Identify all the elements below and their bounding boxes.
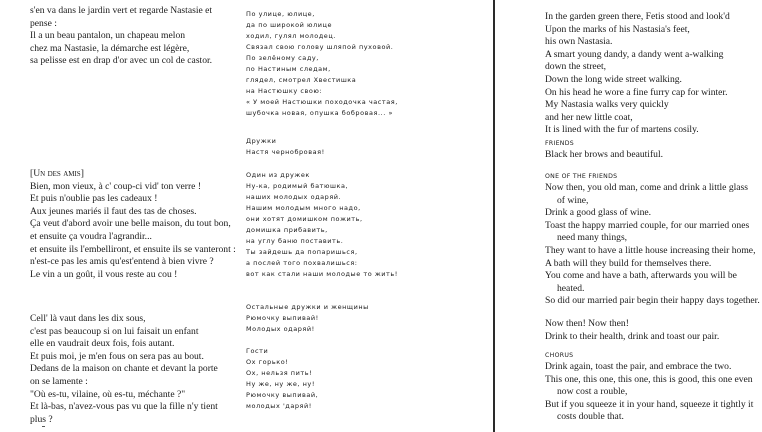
verse-line: and her new little coat,: [545, 111, 633, 123]
russian-stanza-1: [246, 9, 466, 119]
verse-line: они хотят домишком пожить,: [246, 215, 363, 223]
verse-line: Now then, you old man, come and drink a little glass: [545, 182, 749, 193]
verse-line: По зелёному саду,: [246, 54, 319, 62]
verse-line: et ensuite ça voudra l'agrandir...: [30, 230, 152, 242]
verse-line: Upon the marks of his Nastasia's feet,: [545, 23, 690, 35]
russian-stanza-5: [246, 346, 466, 412]
verse-line: Рюмочку выпивай,: [246, 391, 319, 399]
english-stanza-5-lines: [545, 361, 762, 424]
russian-speaker-heading: Остальные дружки и женщины: [246, 303, 369, 311]
verse-line: Et puis n'oublie pas les cadeaux !: [30, 193, 158, 205]
verse-line: на Настюшку свою:: [246, 87, 323, 95]
verse-line: Down the long wide street walking.: [545, 73, 682, 85]
verse-line: Рюмочку выпивай!: [246, 314, 319, 322]
verse-line: Toast the happy married couple, for our married ones: [545, 219, 750, 231]
verse-line: In the garden green there, Fetis stood and look'd: [545, 11, 730, 22]
verse-line: of wine,: [557, 194, 589, 206]
french-stanza-1: [30, 5, 250, 68]
russian-stanza-2: [246, 136, 466, 158]
verse-line: et ensuite ils l'embelliront, et ensuite ils se vanteront :: [30, 243, 236, 255]
french-stanza-3: [30, 313, 255, 426]
verse-line: A smart young dandy, a dandy went a-walking: [545, 48, 724, 60]
verse-line: Bien, mon vieux, à c' coup-ci vid' ton verre !: [30, 180, 202, 192]
verse-line: Настя чернобровая!: [246, 148, 325, 156]
verse-line: chez ma Nastasie, la démarche est légère,: [30, 42, 190, 54]
verse-line: plus ?: [30, 413, 53, 425]
verse-line: My Nastasia walks very quickly: [545, 99, 669, 111]
verse-line: ходил, гулял молодец.: [246, 32, 336, 40]
verse-line: Ну-ка, родимый батюшка,: [246, 182, 349, 190]
verse-line: Black her brows and beautiful.: [545, 149, 664, 160]
verse-line: глядел, смотрел Хвестишка: [246, 76, 357, 84]
verse-line: Ну же, ну же, ну!: [246, 380, 315, 388]
verse-line: Drink to their health, drink and toast our pair.: [545, 330, 720, 342]
verse-line: шубочка новая, опушка бобровая... »: [246, 109, 393, 117]
english-stanza-4: [545, 318, 760, 343]
english-speaker-heading: CHORUS: [545, 352, 574, 359]
verse-line: You come and have a bath, afterwards you will be: [545, 270, 737, 282]
verse-line: « У моей Настюшки походочка частая,: [246, 98, 398, 106]
verse-line: Ох горько!: [246, 358, 289, 366]
verse-line: молодых 'даряй!: [246, 402, 312, 410]
verse-line: costs double that.: [557, 411, 624, 423]
verse-line: наших молодых одаряй.: [246, 193, 342, 201]
verse-line: домишка прибавить,: [246, 226, 328, 234]
french-speaker-heading: [Un des amis]: [30, 168, 84, 179]
english-speaker-heading: ONE OF THE FRIENDS: [545, 173, 618, 180]
russian-stanza-4-lines: [246, 313, 466, 335]
verse-line: c'est pas beaucoup si on lui faisait un enfant: [30, 325, 199, 337]
russian-stanza-4: [246, 302, 466, 335]
english-stanza-2-lines: [545, 149, 760, 162]
russian-stanza-5-lines: [246, 357, 466, 412]
french-stanza-2-lines: [30, 181, 255, 282]
verse-line: "Où es-tu, vilaine, où es-tu, méchante ?": [30, 388, 186, 400]
verse-line: n'est-ce pas les amis qu'est'entend à bien vivre ?: [30, 256, 214, 268]
verse-line: This one, this one, this one, this is good, this one even: [545, 373, 753, 385]
verse-line: down the street,: [545, 61, 607, 73]
verse-line: On his head he wore a fine furry cap for winter.: [545, 86, 728, 98]
russian-speaker-heading: Один из дружек: [246, 171, 310, 179]
english-stanza-1: [545, 11, 760, 137]
verse-line: а послей того похвалишься:: [246, 259, 358, 267]
verse-line: So did our married pair begin their happy days together.: [545, 295, 760, 307]
verse-line: They want to have a little house increasing their home,: [545, 244, 756, 256]
verse-line: Et là-bas, n'avez-vous pas vu que la fille n'y tient: [30, 401, 218, 413]
english-stanza-3-lines: [545, 182, 762, 308]
english-stanza-3: [545, 171, 762, 308]
verse-line: Now then! Now then!: [545, 318, 629, 329]
russian-stanza-3-lines: [246, 181, 476, 280]
verse-line: need many things,: [557, 232, 628, 244]
verse-line: pense :: [30, 17, 57, 29]
verse-line: Молодых одаряй!: [246, 325, 315, 333]
russian-speaker-heading: Дружки: [246, 137, 277, 145]
verse-line: sa pelisse est en drap d'or avec un col de castor.: [30, 55, 213, 67]
verse-line: Il a un beau pantalon, un chapeau melon: [30, 30, 186, 42]
english-stanza-5: [545, 350, 762, 424]
english-stanza-2: [545, 138, 760, 162]
verse-line: elle en vaudrait deux fois, fois autant.: [30, 338, 175, 350]
page-mark: [42, 426, 45, 427]
verse-line: Le vin a un goût, il vous reste au cou !: [30, 268, 178, 280]
verse-line: now cost a rouble,: [557, 386, 628, 398]
verse-line: вот как стали наши молодые то жить!: [246, 270, 398, 278]
english-speaker-heading: FRIENDS: [545, 140, 575, 147]
verse-line: It is lined with the fur of martens cosily.: [545, 124, 699, 136]
verse-line: Drink a good glass of wine.: [545, 207, 652, 219]
verse-line: на углу баню поставить.: [246, 237, 344, 245]
verse-line: Ох, нельзя пить!: [246, 369, 313, 377]
french-stanza-2: [30, 168, 255, 281]
verse-line: Нашим молодым много надо,: [246, 204, 361, 212]
verse-line: But if you squeeze it in your hand, squeeze it tightly it: [545, 398, 754, 410]
verse-line: Drink again, toast the pair, and embrace the two.: [545, 361, 732, 372]
verse-line: Dedans de la maison on chante et devant la porte: [30, 363, 218, 375]
verse-line: heated.: [557, 282, 585, 294]
verse-line: Ça veut d'abord avoir une belle maison, du tout bon,: [30, 218, 231, 230]
verse-line: Cell' là vaut dans les dix sous,: [30, 313, 146, 324]
verse-line: on se lamente :: [30, 375, 88, 387]
verse-line: Ты зайдешь да попаришься,: [246, 248, 358, 256]
verse-line: По улице, юлице,: [246, 10, 315, 18]
verse-line: Aux jeunes mariés il faut des tas de choses.: [30, 205, 197, 217]
russian-stanza-3: [246, 170, 476, 280]
russian-stanza-2-lines: [246, 147, 466, 158]
right-page: [498, 0, 762, 432]
verse-line: по Настиным следам,: [246, 65, 331, 73]
verse-line: да по широкой юлице: [246, 21, 333, 29]
verse-line: Et puis moi, je m'en fous on sera pas au bout.: [30, 350, 204, 362]
verse-line: A bath will they build for themselves there.: [545, 257, 712, 269]
verse-line: s'en va dans le jardin vert et regarde Nastasie et: [30, 5, 213, 16]
verse-line: Связал свою голову шляпой пуховой.: [246, 43, 394, 51]
russian-speaker-heading: Гости: [246, 347, 269, 355]
page-divider: [493, 0, 495, 432]
verse-line: his own Nastasia.: [545, 36, 613, 48]
